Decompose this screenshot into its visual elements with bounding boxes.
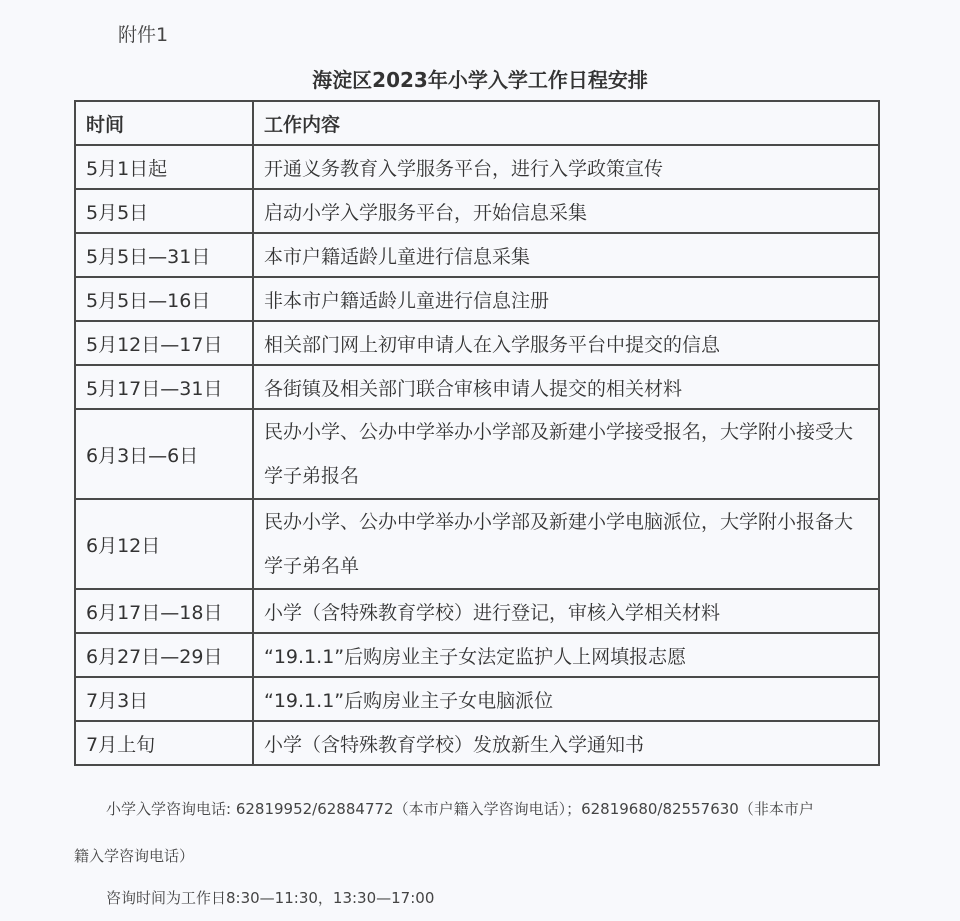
table-header-row [75,101,879,145]
consult-phone-line1: 小学入学咨询电话: 62819952/62884772（本市户籍入学咨询电话）；62819680/82557630（非本市户 [106,800,814,818]
content-cell: 开通义务教育入学服务平台，进行入学政策宣传 [253,145,879,189]
table-row [75,499,879,589]
time-cell: 5月1日起 [75,145,253,189]
header-content: 工作内容 [253,101,879,145]
content-cell: “19.1.1”后购房业主子女法定监护人上网填报志愿 [253,633,879,677]
time-cell: 7月上旬 [75,721,253,765]
table-row [75,189,879,233]
content-cell: 非本市户籍适龄儿童进行信息注册 [253,277,879,321]
table-row [75,589,879,633]
content-cell: 启动小学入学服务平台，开始信息采集 [253,189,879,233]
table-row [75,633,879,677]
content-cell: 小学（含特殊教育学校）进行登记，审核入学相关材料 [253,589,879,633]
time-cell: 5月5日—16日 [75,277,253,321]
consult-hours: 咨询时间为工作日8:30—11:30，13:30—17:00 [106,889,435,907]
table-row [75,277,879,321]
content-cell: 民办小学、公办中学举办小学部及新建小学电脑派位，大学附小报备大学子弟名单 [253,499,879,589]
consult-phone-line2: 籍入学咨询电话） [74,847,195,865]
table-row [75,721,879,765]
table-row [75,677,879,721]
time-cell: 6月17日—18日 [75,589,253,633]
table-row [75,365,879,409]
time-cell: 5月12日—17日 [75,321,253,365]
content-cell: 相关部门网上初审申请人在入学服务平台中提交的信息 [253,321,879,365]
content-cell: “19.1.1”后购房业主子女电脑派位 [253,677,879,721]
time-cell: 6月27日—29日 [75,633,253,677]
table-row [75,409,879,499]
time-cell: 5月5日 [75,189,253,233]
table-row [75,145,879,189]
table-row [75,233,879,277]
time-cell: 5月17日—31日 [75,365,253,409]
time-cell: 7月3日 [75,677,253,721]
table-row [75,321,879,365]
time-cell: 6月3日—6日 [75,409,253,499]
content-cell: 各街镇及相关部门联合审核申请人提交的相关材料 [253,365,879,409]
time-cell: 5月5日—31日 [75,233,253,277]
content-cell: 本市户籍适龄儿童进行信息采集 [253,233,879,277]
content-cell: 小学（含特殊教育学校）发放新生入学通知书 [253,721,879,765]
header-time: 时间 [75,101,253,145]
attachment-label: 附件1 [118,24,169,46]
content-cell: 民办小学、公办中学举办小学部及新建小学接受报名，大学附小接受大学子弟报名 [253,409,879,499]
page-title: 海淀区2023年小学入学工作日程安排 [312,68,648,92]
time-cell: 6月12日 [75,499,253,589]
schedule-table [74,100,880,766]
